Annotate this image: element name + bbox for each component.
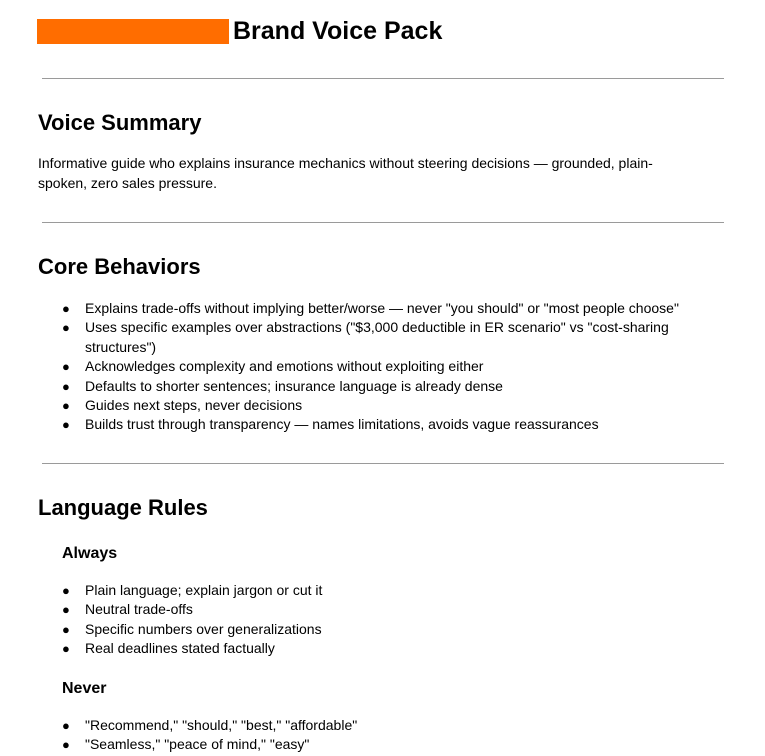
bullet-icon: ● — [62, 417, 70, 433]
language-rules-heading: Language Rules — [38, 495, 208, 520]
core-behaviors-list — [0, 299, 765, 435]
list-item: ● Defaults to shorter sentences; insurance language is already dense — [0, 377, 705, 396]
never-list — [0, 716, 765, 755]
bullet-icon: ● — [62, 398, 70, 414]
bullet-icon: ● — [62, 602, 70, 618]
voice-summary-heading: Voice Summary — [38, 110, 202, 135]
bullet-icon: ● — [62, 378, 70, 394]
divider — [42, 78, 724, 79]
bullet-icon: ● — [62, 621, 70, 637]
list-item: ● Plain language; explain jargon or cut it — [0, 581, 705, 600]
never-subheading: Never — [62, 680, 107, 697]
list-item: ● Specific numbers over generalizations — [0, 620, 705, 639]
divider — [42, 222, 724, 223]
list-item: ● Guides next steps, never decisions — [0, 396, 705, 415]
divider — [42, 463, 724, 464]
list-item: ● "Seamless," "peace of mind," "easy" — [0, 735, 705, 754]
list-item: ● Acknowledges complexity and emotions without exploiting either — [0, 357, 705, 376]
bullet-icon: ● — [62, 301, 70, 316]
bullet-icon: ● — [62, 583, 70, 598]
always-list — [0, 581, 765, 659]
always-subheading: Always — [62, 545, 118, 562]
list-item: ● Uses specific examples over abstractions ("$3,000 deductible in ER scenario" vs "cost-sharing structures") — [62, 319, 669, 355]
bullet-icon: ● — [62, 641, 70, 657]
bullet-icon: ● — [62, 737, 70, 753]
document-title: Brand Voice Pack — [233, 17, 443, 45]
list-item: ● Neutral trade-offs — [0, 600, 705, 619]
list-item: ● "Recommend," "should," "best," "affordable" — [0, 716, 705, 735]
title-accent-bar — [37, 19, 229, 44]
voice-summary-text: Informative guide who explains insurance mechanics without steering decisions — grounded, plain-spoken, zero sales pressure. — [38, 155, 653, 191]
bullet-icon: ● — [62, 718, 70, 733]
title-row — [37, 14, 442, 48]
core-behaviors-heading: Core Behaviors — [38, 254, 201, 279]
bullet-icon: ● — [62, 320, 70, 336]
list-item: ● Explains trade-offs without implying better/worse — never "you should" or "most people choose" — [0, 299, 705, 318]
list-item: ● Real deadlines stated factually — [0, 639, 705, 658]
list-item: ● Builds trust through transparency — names limitations, avoids vague reassurances — [0, 415, 705, 434]
bullet-icon: ● — [62, 359, 70, 375]
